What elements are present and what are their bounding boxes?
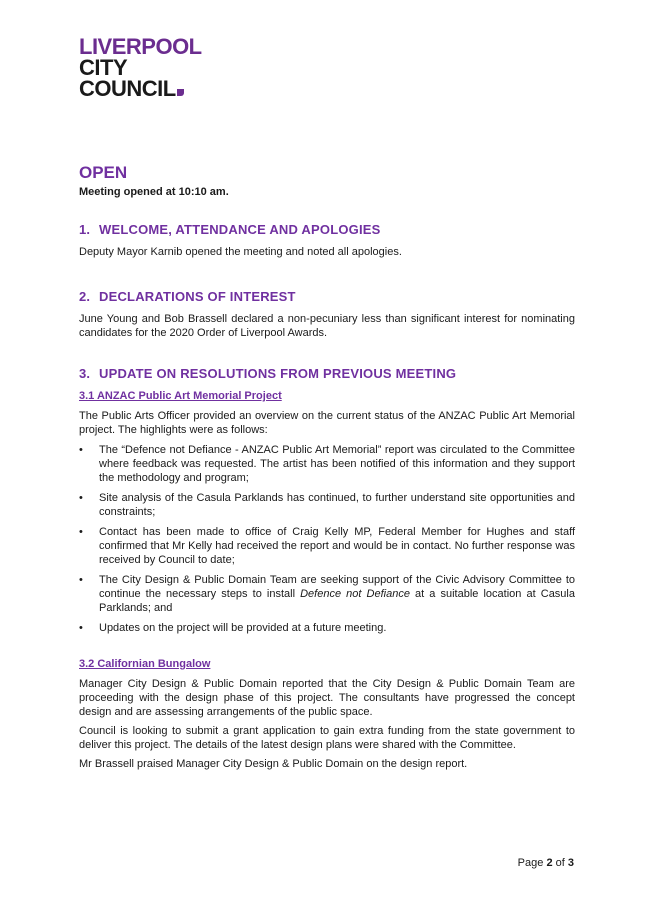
subsection-3-2-heading: 3.2 Californian Bungalow [79,658,211,670]
logo-line-liverpool: LIVERPOOL [79,34,202,59]
list-item [79,491,575,519]
subsection-3-2-para-1: Manager City Design & Public Domain reported that the City Design & Public Domain Team are proceeding with the design phase of this project. The consultants have progressed the concept design and are assessing arrangements of the public space. [79,678,575,718]
highlights-list [79,443,575,641]
list-item-text: The City Design & Public Domain Team are seeking support of the Civic Advisory Committee to continue the necessary steps to install [99,574,575,600]
list-item-text-tail: at a suitable location at Casula Parklands; and [99,588,575,614]
list-item [79,573,575,615]
section-3-title: UPDATE ON RESOLUTIONS FROM PREVIOUS MEETING [99,366,457,381]
section-2-number: 2. [79,289,91,304]
section-1-title: WELCOME, ATTENDANCE AND APOLOGIES [99,222,381,237]
section-3-number: 3. [79,366,91,381]
page-current: 2 [546,857,553,869]
logo-line-city: CITY [79,55,128,80]
bullet-icon: • [79,574,83,586]
list-item [79,443,575,485]
logo-dot-icon [177,89,184,96]
section-1-number: 1. [79,222,91,237]
logo-council-text: COUNCIL [79,76,176,101]
section-2-heading [79,289,296,304]
open-heading: OPEN [79,163,128,182]
logo-line-council [79,78,202,99]
section-3-heading [79,366,456,381]
subsection-3-2-para-2: Council is looking to submit a grant application to gain extra funding from the state government to deliver this project. The details of the latest design plans were shared with the Committee. [79,725,575,751]
page-label: Page [517,857,544,869]
list-item [79,525,575,567]
subsection-3-1-intro: The Public Arts Officer provided an overview on the current status of the ANZAC Public Art Memorial project. The highlights were as follows: [79,410,575,436]
meeting-opened-text: Meeting opened at 10:10 am. [79,186,229,198]
list-item-text: The “Defence not Defiance - ANZAC Public Art Memorial” report was circulated to the Committee where feedback was requested. The artist has been notified of this information and they support the methodology and program; [99,444,575,484]
bullet-icon: • [79,526,83,538]
page-total: 3 [567,857,574,869]
section-1-body: Deputy Mayor Karnib opened the meeting and noted all apologies. [79,246,402,258]
page-number [518,857,574,869]
bullet-icon: • [79,622,83,634]
bullet-icon: • [79,444,83,456]
list-item-text: Updates on the project will be provided at a future meeting. [99,622,387,634]
list-item [79,621,575,635]
bullet-icon: • [79,492,83,504]
page-of: of [555,857,565,869]
list-item-italic-text: Defence not Defiance [300,588,410,600]
section-1-heading [79,222,381,237]
list-item-text: Contact has been made to office of Craig Kelly MP, Federal Member for Hughes and staff confirmed that Mr Kelly had received the report and would be in contact. No further response was received by Council to date; [99,526,575,566]
subsection-3-2-para-3: Mr Brassell praised Manager City Design & Public Domain on the design report. [79,758,468,770]
subsection-3-1-heading: 3.1 ANZAC Public Art Memorial Project [79,390,282,402]
section-2-title: DECLARATIONS OF INTEREST [99,289,296,304]
section-2-body: June Young and Bob Brassell declared a non-pecuniary less than significant interest for nominating candidates for the 2020 Order of Liverpool Awards. [79,313,575,339]
list-item-text: Site analysis of the Casula Parklands has continued, to further understand site opportunities and constraints; [99,492,575,518]
council-logo [79,36,202,99]
